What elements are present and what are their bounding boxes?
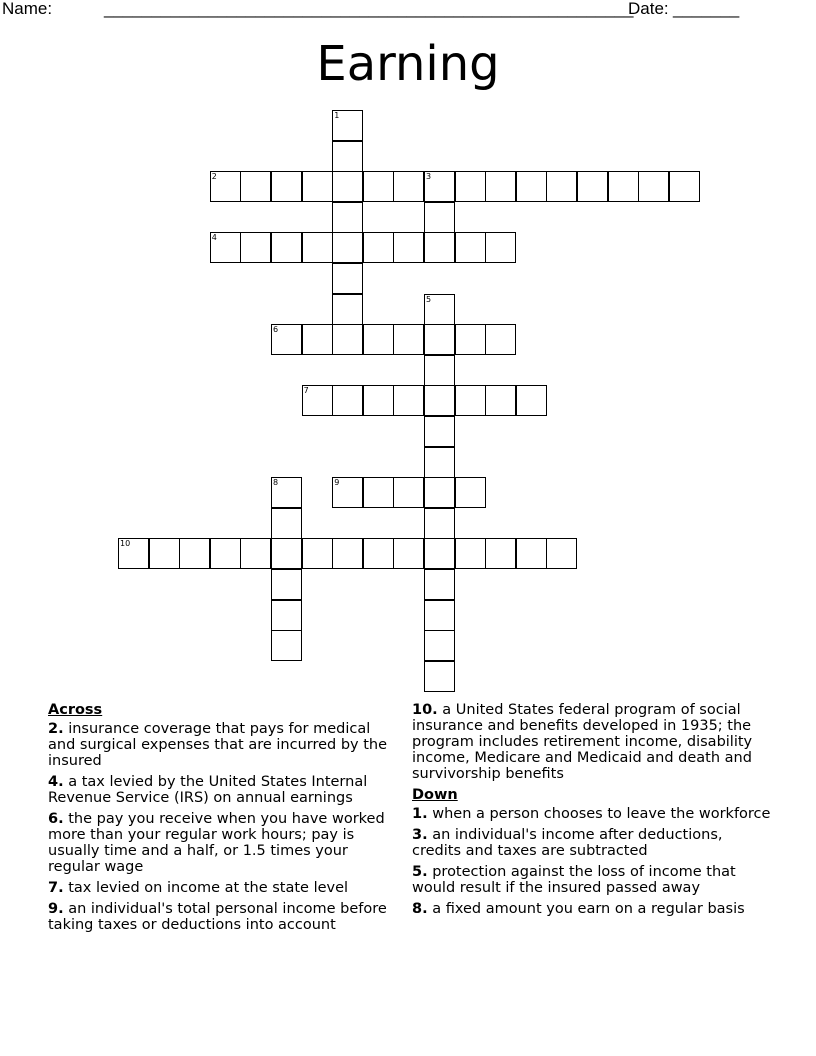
- crossword-cell[interactable]: [271, 630, 302, 661]
- cell-number: 9: [334, 478, 340, 488]
- crossword-cell[interactable]: [332, 324, 363, 355]
- clue-down-5: [412, 864, 772, 896]
- crossword-cell[interactable]: [363, 171, 394, 202]
- clue-number: 2.: [48, 721, 64, 737]
- crossword-cell[interactable]: [363, 538, 394, 569]
- crossword-cell[interactable]: [608, 171, 639, 202]
- page-title: Earning: [316, 36, 500, 92]
- clue-text: an individual's total personal income before taking taxes or deductions into account: [48, 901, 387, 933]
- clue-number: 5.: [412, 864, 428, 880]
- crossword-cell[interactable]: [240, 538, 271, 569]
- clue-down-3: [412, 827, 772, 859]
- clue-across-10: [412, 702, 772, 782]
- crossword-cell[interactable]: [424, 508, 455, 539]
- crossword-cell[interactable]: [516, 538, 547, 569]
- across-heading: Across: [48, 702, 103, 718]
- crossword-cell[interactable]: [424, 661, 455, 692]
- name-label: Name:: [2, 0, 53, 18]
- down-heading: Down: [412, 787, 458, 803]
- clue-number: 6.: [48, 811, 64, 827]
- crossword-cell[interactable]: [424, 630, 455, 661]
- crossword-cell[interactable]: [302, 171, 333, 202]
- cell-number: 8: [273, 478, 279, 488]
- crossword-cell[interactable]: [271, 569, 302, 600]
- crossword-cell[interactable]: [424, 202, 455, 233]
- crossword-cell[interactable]: [302, 324, 333, 355]
- crossword-cell[interactable]: [455, 477, 486, 508]
- crossword-cell[interactable]: [455, 232, 486, 263]
- clue-text: insurance coverage that pays for medical and surgical expenses that are incurred by the insured: [48, 721, 388, 769]
- clues-right-column: [412, 702, 772, 922]
- clue-down-1: [412, 806, 772, 822]
- crossword-cell[interactable]: [424, 447, 455, 478]
- cell-number: 2: [211, 172, 217, 182]
- clue-number: 4.: [48, 774, 64, 790]
- crossword-cell[interactable]: [516, 171, 547, 202]
- crossword-cell[interactable]: [271, 600, 302, 631]
- crossword-cell[interactable]: [393, 171, 424, 202]
- crossword-cell[interactable]: [271, 538, 302, 569]
- crossword-cell[interactable]: [485, 171, 516, 202]
- crossword-cell[interactable]: [332, 294, 363, 325]
- crossword-cell[interactable]: [271, 477, 302, 508]
- crossword-cell[interactable]: [577, 171, 608, 202]
- crossword-cell[interactable]: [485, 232, 516, 263]
- crossword-cell[interactable]: [271, 232, 302, 263]
- crossword-cell[interactable]: [179, 538, 210, 569]
- clue-text: a fixed amount you earn on a regular basis: [432, 901, 745, 917]
- crossword-cell[interactable]: [424, 232, 455, 263]
- crossword-cell[interactable]: [424, 355, 455, 386]
- crossword-cell[interactable]: [332, 232, 363, 263]
- crossword-cell[interactable]: [546, 171, 577, 202]
- crossword-cell[interactable]: [393, 232, 424, 263]
- clue-across-7: [48, 880, 400, 896]
- crossword-cell[interactable]: [546, 538, 577, 569]
- crossword-cell[interactable]: [424, 385, 455, 416]
- crossword-cell[interactable]: [363, 385, 394, 416]
- cell-number: 6: [273, 325, 279, 335]
- cell-number: 10: [120, 539, 131, 549]
- cell-number: 3: [426, 172, 432, 182]
- crossword-cell[interactable]: [210, 232, 241, 263]
- crossword-cell[interactable]: [332, 171, 363, 202]
- clue-number: 3.: [412, 827, 428, 843]
- crossword-cell[interactable]: [424, 569, 455, 600]
- crossword-cell[interactable]: [424, 538, 455, 569]
- clue-across-2: [48, 721, 400, 769]
- clues-left-column: [48, 702, 400, 938]
- crossword-cell[interactable]: [240, 232, 271, 263]
- crossword-cell[interactable]: [240, 171, 271, 202]
- crossword-cell[interactable]: [485, 385, 516, 416]
- crossword-cell[interactable]: [424, 416, 455, 447]
- clue-text: tax levied on income at the state level: [68, 880, 349, 896]
- crossword-cell[interactable]: [516, 385, 547, 416]
- crossword-cell[interactable]: [424, 294, 455, 325]
- crossword-cell[interactable]: [424, 477, 455, 508]
- crossword-cell[interactable]: [455, 385, 486, 416]
- cell-number: 5: [426, 294, 432, 304]
- crossword-cell[interactable]: [393, 538, 424, 569]
- clue-text: protection against the loss of income that would result if the insured passed away: [412, 864, 736, 896]
- clue-across-9: [48, 901, 400, 933]
- date-label: Date:: [628, 0, 669, 18]
- crossword-cell[interactable]: [638, 171, 669, 202]
- clue-text: a United States federal program of social insurance and benefits developed in 1935; the program includes retirement income, disability income, Medicare and Medicaid and death and survivorship benefits: [412, 702, 753, 782]
- clue-text: an individual's income after deductions, credits and taxes are subtracted: [412, 827, 723, 859]
- crossword-cell[interactable]: [455, 171, 486, 202]
- crossword-cell[interactable]: [210, 171, 241, 202]
- crossword-cell[interactable]: [332, 538, 363, 569]
- clue-text: the pay you receive when you have worked more than your regular work hours; pay is usually time and a half, or 1.5 times your regular wage: [48, 811, 385, 875]
- crossword-cell[interactable]: [332, 202, 363, 233]
- clue-across-6: [48, 811, 400, 875]
- clue-across-4: [48, 774, 400, 806]
- cell-number: 7: [303, 386, 309, 396]
- crossword-cell[interactable]: [363, 477, 394, 508]
- crossword-cell[interactable]: [424, 171, 455, 202]
- crossword-cell[interactable]: [393, 385, 424, 416]
- crossword-cell[interactable]: [485, 324, 516, 355]
- crossword-cell[interactable]: [669, 171, 700, 202]
- crossword-cell[interactable]: [363, 232, 394, 263]
- cell-number: 4: [211, 233, 217, 243]
- crossword-cell[interactable]: [455, 324, 486, 355]
- crossword-cell[interactable]: [149, 538, 180, 569]
- crossword-cell[interactable]: [271, 324, 302, 355]
- name-field[interactable]: ________________________________________________________: [104, 0, 634, 18]
- crossword-cell[interactable]: [332, 385, 363, 416]
- crossword-cell[interactable]: [302, 538, 333, 569]
- crossword-cell[interactable]: [424, 600, 455, 631]
- clue-number: 9.: [48, 901, 64, 917]
- crossword-cell[interactable]: [332, 263, 363, 294]
- crossword-cell[interactable]: [363, 324, 394, 355]
- crossword-cell[interactable]: [271, 171, 302, 202]
- crossword-cell[interactable]: [302, 232, 333, 263]
- clue-down-8: [412, 901, 772, 917]
- clue-text: when a person chooses to leave the workforce: [432, 806, 771, 822]
- clue-number: 1.: [412, 806, 428, 822]
- clue-number: 8.: [412, 901, 428, 917]
- crossword-cell[interactable]: [332, 477, 363, 508]
- crossword-cell[interactable]: [302, 385, 333, 416]
- crossword-cell[interactable]: [332, 141, 363, 172]
- date-field[interactable]: _______: [673, 0, 740, 18]
- clue-number: 10.: [412, 702, 438, 718]
- crossword-cell[interactable]: [485, 538, 516, 569]
- crossword-cell[interactable]: [332, 110, 363, 141]
- crossword-cell[interactable]: [210, 538, 241, 569]
- clue-text: a tax levied by the United States Internal Revenue Service (IRS) on annual earnings: [48, 774, 368, 806]
- cell-number: 1: [334, 111, 340, 120]
- crossword-cell[interactable]: [424, 324, 455, 355]
- crossword-cell[interactable]: [271, 508, 302, 539]
- crossword-cell[interactable]: [393, 477, 424, 508]
- crossword-cell[interactable]: [118, 538, 149, 569]
- crossword-cell[interactable]: [455, 538, 486, 569]
- clue-number: 7.: [48, 880, 64, 896]
- crossword-cell[interactable]: [393, 324, 424, 355]
